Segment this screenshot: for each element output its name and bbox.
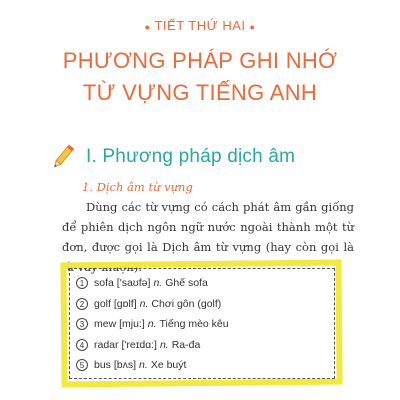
vocab-ipa: [bʌs] [113, 359, 137, 372]
vocab-ipa: [mju:] [119, 318, 145, 331]
vocab-ipa: [gɒlf] [113, 297, 137, 310]
vocab-word: golf [94, 297, 111, 310]
subsection-title: 1. Dịch âm từ vựng [82, 180, 193, 194]
lesson-kicker [0, 18, 400, 33]
vocab-item [76, 314, 229, 335]
page-title-line-2: TỪ VỰNG TIẾNG ANH [82, 80, 318, 105]
item-number: 4 [76, 339, 88, 351]
item-number: 3 [76, 318, 88, 330]
section-heading [48, 142, 295, 172]
vocab-meaning: Ra-đa [171, 338, 201, 351]
vocab-pos: n. [147, 318, 157, 331]
vocab-word: sofa [94, 277, 114, 290]
vocab-pos: n. [159, 338, 169, 351]
body-paragraph: Dùng các từ vựng có cách phát âm gần giống để phiên dịch ngôn ngữ nước ngoài thành một từ đơn, được gọi là Dịch âm từ vựng (hay còn gọi là từ vay mượn). [62, 200, 354, 274]
vocab-item [76, 355, 229, 376]
vocab-word: bus [94, 359, 111, 372]
kicker-text: TIẾT THỨ HAI [154, 18, 246, 33]
vocab-list [76, 273, 229, 376]
item-number: 1 [76, 277, 88, 289]
bullet-dot: ● [144, 21, 151, 32]
vocab-meaning: Tiếng mèo kêu [159, 318, 229, 331]
vocab-meaning: Chơi gôn (golf) [151, 297, 222, 310]
vocab-pos: n. [153, 277, 163, 290]
vocab-item [76, 294, 229, 315]
vocab-ipa: ['saʊfə] [116, 277, 151, 290]
vocab-word: mew [94, 318, 117, 331]
vocab-word: radar [94, 338, 119, 351]
section-title: I. Phương pháp dịch âm [86, 146, 296, 167]
page-title-line-1: PHƯƠNG PHÁP GHI NHỚ [62, 48, 338, 73]
pencil-icon [48, 142, 78, 172]
vocab-item [76, 335, 229, 356]
vocab-pos: n. [139, 297, 149, 310]
item-number: 2 [76, 298, 88, 310]
item-number: 5 [76, 359, 88, 371]
vocab-item [76, 273, 229, 294]
bullet-dot: ● [249, 21, 256, 32]
vocab-meaning: Xe buýt [150, 359, 187, 372]
vocab-pos: n. [139, 359, 148, 372]
vocab-meaning: Ghế sofa [165, 277, 208, 290]
vocab-ipa: ['reɪdɑ:] [121, 338, 157, 351]
